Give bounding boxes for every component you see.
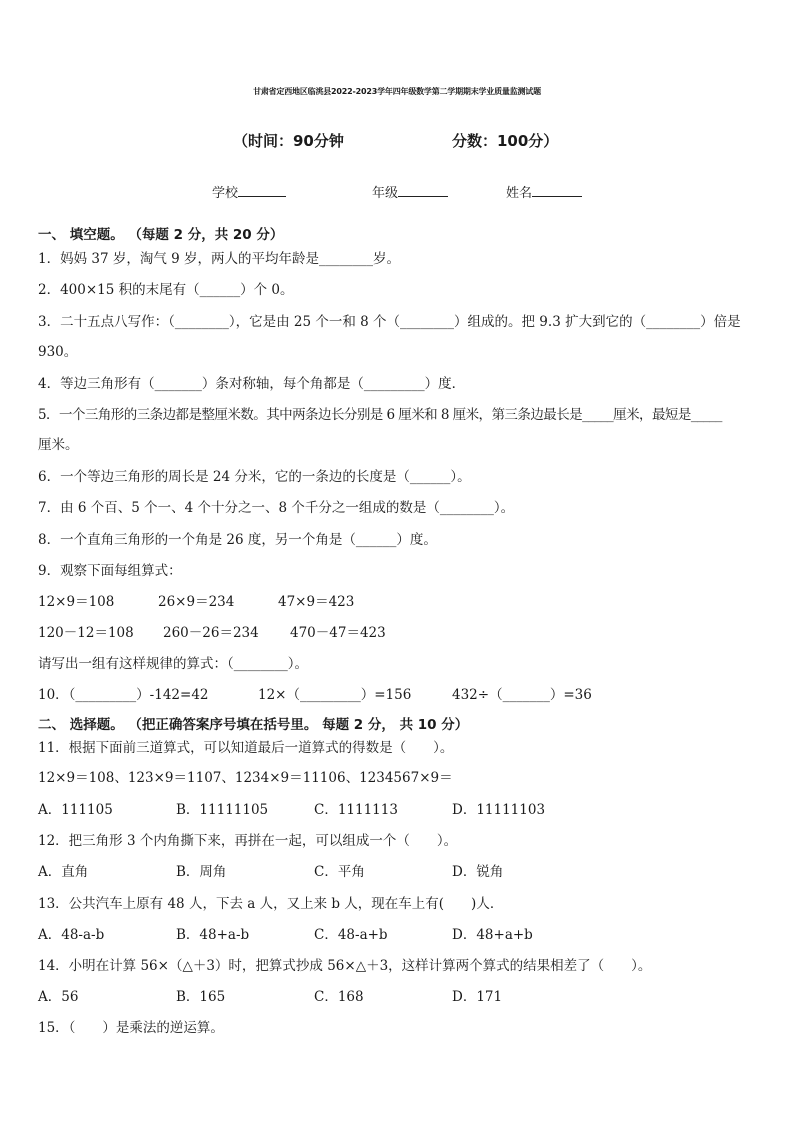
- question-5-cont: 厘米。: [38, 437, 79, 453]
- q9-eq: 26×9＝234: [158, 594, 235, 610]
- question-5: 5．一个三角形的三条边都是整厘米数。其中两条边长分别是 6 厘米和 8 厘米，第三条边最长是_____厘米，最短是_____: [38, 407, 722, 423]
- option-b[interactable]: B．165: [176, 989, 226, 1005]
- question-9-ask: 请写出一组有这样规律的算式：（________）。: [38, 656, 308, 672]
- school-field: [212, 182, 286, 201]
- name-field: [506, 182, 582, 201]
- question-11-equations: 12×9＝108、123×9＝1107、1234×9＝11106、1234567×9＝: [38, 770, 453, 786]
- question-10b: 12×（_________）=156: [258, 687, 412, 703]
- question-3-cont: 930。: [38, 344, 78, 360]
- option-c[interactable]: C．1111113: [314, 802, 398, 818]
- exam-score: 分数：100分）: [452, 132, 559, 150]
- option-d[interactable]: D．171: [452, 989, 503, 1005]
- question-9: 9．观察下面每组算式：: [38, 563, 182, 579]
- option-b[interactable]: B．周角: [176, 864, 227, 880]
- question-4: 4．等边三角形有（_______）条对称轴，每个角都是（_________）度．: [38, 376, 466, 392]
- option-d[interactable]: D．11111103: [452, 802, 546, 818]
- option-c[interactable]: C．168: [314, 989, 364, 1005]
- q9-eq: 47×9＝423: [278, 594, 355, 610]
- question-1: 1．妈妈 37 岁，淘气 9 岁，两人的平均年龄是________岁。: [38, 251, 401, 267]
- question-12: 12．把三角形 3 个内角撕下来，再拼在一起，可以组成一个（ ）。: [38, 833, 458, 849]
- exam-title: 甘肃省定西地区临洮县2022-2023学年四年级数学第二学期期末学业质量监测试题: [253, 87, 541, 96]
- question-13: 13．公共汽车上原有 48 人，下去 a 人，又上来 b 人，现在车上有( )人．: [38, 896, 504, 912]
- question-10a: 10．（_________）-142=42: [38, 687, 209, 703]
- school-blank[interactable]: [238, 184, 286, 197]
- exam-time: （时间：90分钟: [233, 132, 344, 150]
- grade-blank[interactable]: [398, 184, 448, 197]
- q9-eq: 260－26＝234: [163, 625, 259, 641]
- option-a[interactable]: A．111105: [38, 802, 113, 818]
- section-choice-heading: 二、 选择题。 （把正确答案序号填在括号里。 每题 2 分， 共 10 分）: [38, 717, 469, 733]
- school-label: 学校: [212, 186, 239, 201]
- question-6: 6．一个等边三角形的周长是 24 分米，它的一条边的长度是（______）。: [38, 469, 471, 485]
- question-2: 2．400×15 积的末尾有（______）个 0。: [38, 282, 294, 298]
- question-10c: 432÷（_______）=36: [452, 687, 592, 703]
- question-15: 15．（ ）是乘法的逆运算。: [38, 1020, 224, 1036]
- question-3: 3．二十五点八写作：（________），它是由 25 个一和 8 个（________）组成的。把 9.3 扩大到它的（________）倍是: [38, 314, 741, 330]
- question-11: 11．根据下面前三道算式，可以知道最后一道算式的得数是（ ）。: [38, 740, 454, 756]
- question-8: 8．一个直角三角形的一个角是 26 度，另一个角是（______）度。: [38, 532, 437, 548]
- option-c[interactable]: C．48-a+b: [314, 927, 388, 943]
- section-fill-in-heading: 一、 填空题。 （每题 2 分，共 20 分）: [38, 227, 284, 243]
- name-blank[interactable]: [532, 184, 582, 197]
- name-label: 姓名: [506, 186, 533, 201]
- option-a[interactable]: A．48-a-b: [38, 927, 105, 943]
- q9-eq: 12×9＝108: [38, 594, 115, 610]
- option-d[interactable]: D．48+a+b: [452, 927, 533, 943]
- question-14: 14．小明在计算 56×（△＋3）时，把算式抄成 56×△＋3，这样计算两个算式的结果相差了（ ）。: [38, 958, 652, 974]
- option-b[interactable]: B．11111105: [176, 802, 269, 818]
- q9-eq: 470－47＝423: [290, 625, 386, 641]
- q9-eq: 120－12＝108: [38, 625, 134, 641]
- question-7: 7．由 6 个百、5 个一、4 个十分之一、8 个千分之一组成的数是（________）。: [38, 500, 515, 516]
- option-b[interactable]: B．48+a-b: [176, 927, 250, 943]
- grade-field: [372, 182, 448, 201]
- grade-label: 年级: [372, 186, 399, 201]
- option-a[interactable]: A．56: [38, 989, 79, 1005]
- option-a[interactable]: A．直角: [38, 864, 89, 880]
- option-d[interactable]: D．锐角: [452, 864, 504, 880]
- option-c[interactable]: C．平角: [314, 864, 365, 880]
